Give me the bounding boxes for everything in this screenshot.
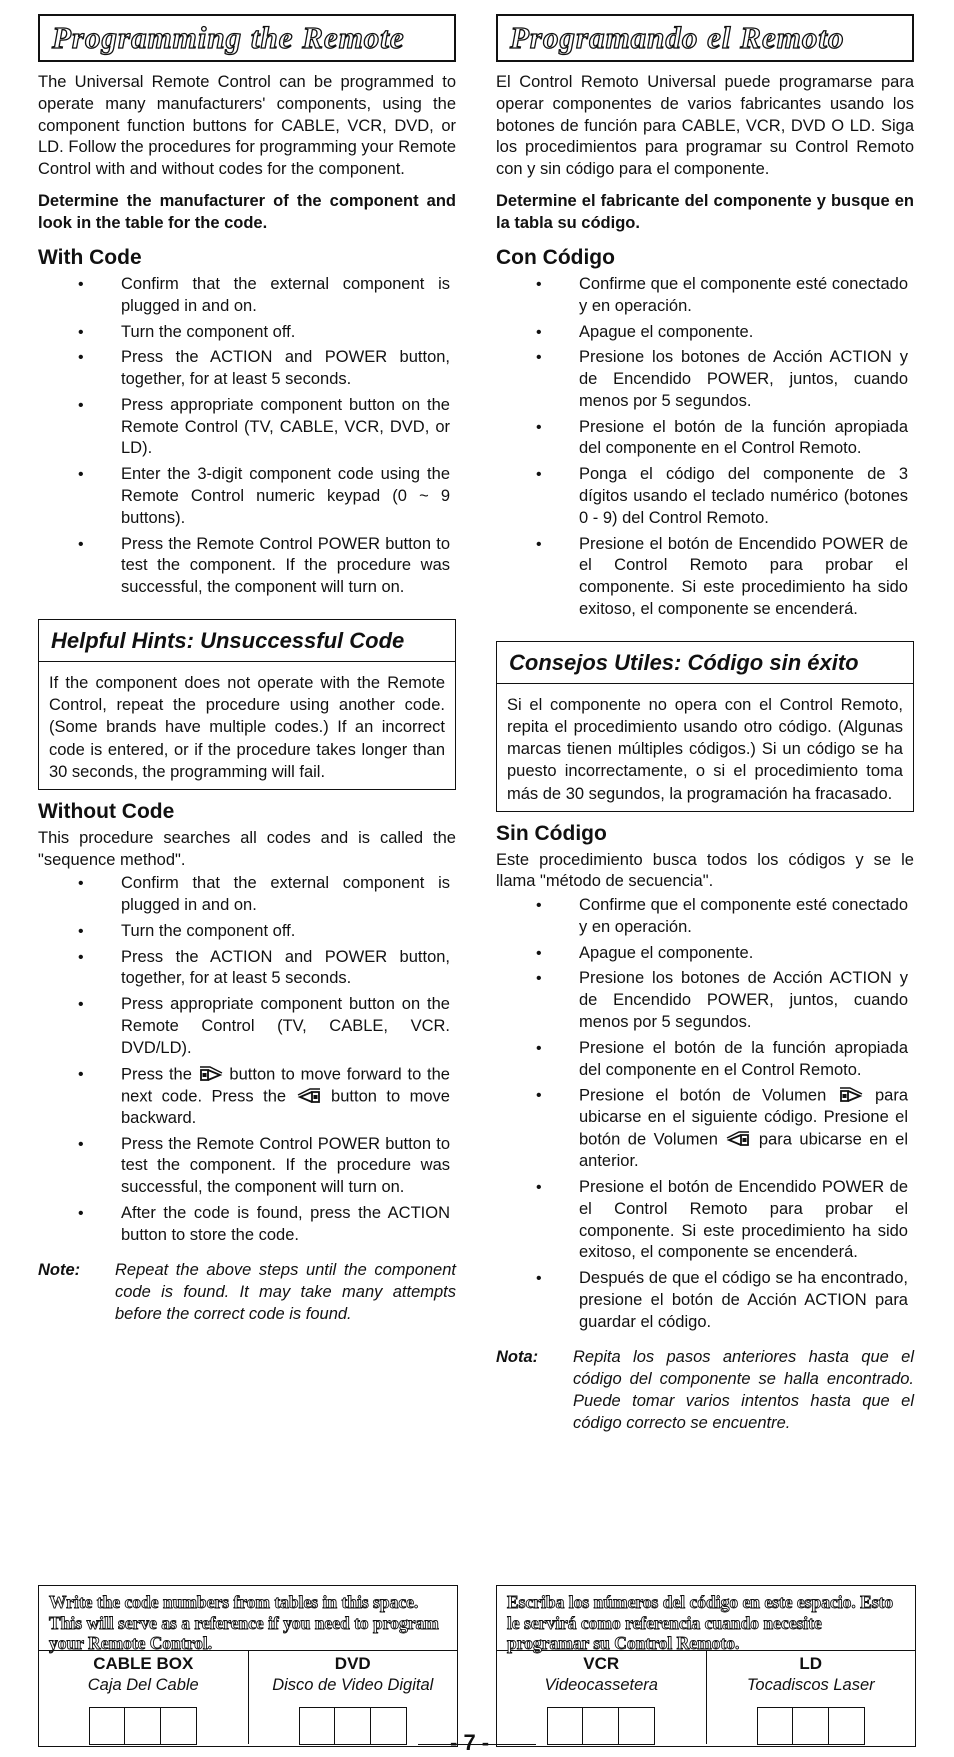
step-item: • Press the Remote Control POWER button to test the component. If the procedure was successful, the component will turn on. <box>38 1134 456 1199</box>
step-item <box>496 1085 914 1173</box>
code-cell-ld <box>706 1651 916 1744</box>
step-text: para ubicarse en el anterior. <box>579 1130 908 1171</box>
code-entry-box <box>496 1585 916 1747</box>
step-item: • Confirme que el componente esté conectado y en operación. <box>496 895 914 939</box>
step-item: • Confirm that the external component is plugged in and on. <box>38 873 456 917</box>
step-text: para ubicarse en el siguiente código. Presione el botón de Volumen <box>579 1086 908 1149</box>
english-column <box>38 14 456 1326</box>
intro-paragraph: El Control Remoto Universal puede programarse para operar componentes de varios fabricantes usando los botones de función para CABLE, VCR, DVD O LD. Siga los procedimientos para programar su Control Remoto con y sin código para el componente. <box>496 73 914 179</box>
volume-up-icon <box>198 1064 224 1086</box>
step-item: • Apague el componente. <box>496 322 914 344</box>
note-label: Note: <box>38 1261 81 1280</box>
without-intro: This procedure searches all codes and is called the "sequence method". <box>38 828 456 869</box>
note-text: Repita los pasos anteriores hasta que el código del componente se halla encontrado. Puede tomar varios intentos hasta que el código correcto se encuentre. <box>573 1348 914 1432</box>
with-code-steps <box>38 274 456 599</box>
section-title-box <box>38 14 456 62</box>
code-cell-subtitle: Videocassetera <box>544 1676 658 1695</box>
step-item: • Press the Remote Control POWER button to test the component. If the procedure was successful, the component will turn on. <box>38 534 456 599</box>
step-text: button to move forward to the next code. Press the <box>121 1064 450 1106</box>
hint-body: If the component does not operate with the Remote Control, repeat the procedure using another code. (Some brands have multiple codes.) If an incorrect code is entered, or if the procedure takes longer than 30 seconds, the programming will fail. <box>49 673 445 781</box>
code-cell-name: CABLE BOX <box>93 1654 194 1673</box>
code-cell-subtitle: Disco de Video Digital <box>272 1676 434 1695</box>
with-code-heading: Con Código <box>496 246 615 270</box>
spanish-column <box>496 14 914 1435</box>
code-digit-boxes[interactable] <box>547 1707 655 1745</box>
step-item: • Presione los botones de Acción ACTION y de Encendido POWER, juntos, cuando menos por 5 segundos. <box>496 968 914 1033</box>
code-digit-boxes[interactable] <box>89 1707 197 1745</box>
note-text: Repeat the above steps until the component code is found. It may take many attempts before the correct code is found. <box>115 1261 456 1323</box>
page-number: - 7 - <box>450 1730 490 1755</box>
step-item: • Turn the component off. <box>38 322 456 344</box>
step-item: • Confirm that the external component is plugged in and on. <box>38 274 456 318</box>
code-cell-name: LD <box>799 1654 823 1673</box>
step-item <box>38 1064 456 1130</box>
code-entry-box <box>38 1585 458 1747</box>
code-cell-cable-box <box>39 1651 248 1744</box>
code-cell-subtitle: Tocadiscos Laser <box>746 1676 875 1695</box>
section-title: Programando el Remoto <box>510 19 845 55</box>
without-code-steps <box>496 895 914 1333</box>
without-intro: Este procedimiento busca todos los códigos y se le llama "método de secuencia". <box>496 850 914 891</box>
step-item: • After the code is found, press the ACTION button to store the code. <box>38 1203 456 1247</box>
step-text: Presione el botón de Volumen <box>579 1086 838 1105</box>
step-item: • Press the ACTION and POWER button, together, for at least 5 seconds. <box>38 947 456 991</box>
intro-paragraph: The Universal Remote Control can be programmed to operate many manufacturers' components, using the component function buttons for CABLE, VCR, DVD, or LD. Follow the procedures for programming your Remote Control with and without codes for the component. <box>38 73 456 179</box>
step-item: • Press appropriate component button on the Remote Control (TV, CABLE, VCR. DVD/LD). <box>38 994 456 1059</box>
step-item: • Presione el botón de la función apropiada del componente en el Control Remoto. <box>496 417 914 461</box>
code-digit-boxes[interactable] <box>299 1707 407 1745</box>
with-code-heading: With Code <box>38 246 142 270</box>
code-cell-name: DVD <box>334 1654 371 1673</box>
without-code-heading: Sin Código <box>496 821 607 845</box>
step-item: • Después de que el código se ha encontrado, presione el botón de Acción ACTION para guardar el código. <box>496 1268 914 1333</box>
with-code-steps <box>496 274 914 620</box>
step-item: • Confirme que el componente esté conectado y en operación. <box>496 274 914 318</box>
step-item: • Presione los botones de Acción ACTION y de Encendido POWER, juntos, cuando menos por 5 segundos. <box>496 347 914 412</box>
volume-down-icon <box>725 1129 751 1151</box>
without-code-heading: Without Code <box>38 800 175 824</box>
note-label: Nota: <box>496 1348 539 1367</box>
hint-body: Si el componente no opera con el Control Remoto, repita el procedimiento usando otro código. (Algunas marcas tienen múltiples códigos.) Si un código se ha puesto incorrectamente, o si el procedimiento toma más de 30 segundos, la programación ha fracasado. <box>507 695 903 803</box>
code-cell-dvd <box>248 1651 458 1744</box>
code-cell-subtitle: Caja Del Cable <box>87 1676 199 1695</box>
determine-paragraph: Determine el fabricante del componente y busque en la tabla su código. <box>496 191 914 232</box>
step-text: Press the <box>121 1064 198 1083</box>
helpful-hints-box <box>496 641 914 812</box>
step-item: • Press the ACTION and POWER button, together, for at least 5 seconds. <box>38 347 456 391</box>
note <box>38 1260 456 1325</box>
code-box-message: Write the code numbers from tables in this space. This will serve as a reference if you need to program your Remote Control. <box>39 1586 457 1651</box>
step-text: button to move backward. <box>121 1087 450 1127</box>
helpful-hints-box <box>38 619 456 790</box>
hint-title: Consejos Utiles: Código sin éxito <box>497 642 913 684</box>
step-item: • Presione el botón de Encendido POWER de el Control Remoto para probar el componente. Si este procedimiento ha sido exitoso, el componente se encenderá. <box>496 534 914 621</box>
section-title-box <box>496 14 914 62</box>
step-item: • Presione el botón de la función apropiada del componente en el Control Remoto. <box>496 1038 914 1082</box>
volume-down-icon <box>296 1086 322 1108</box>
without-code-steps <box>38 873 456 1246</box>
code-box-message: Escriba los números del código en este espacio. Esto le servirá como referencia cuando necesite programar su Control Remoto. <box>497 1586 915 1651</box>
step-item: • Turn the component off. <box>38 921 456 943</box>
section-title: Programming the Remote <box>52 19 405 55</box>
volume-up-icon <box>838 1085 864 1107</box>
hint-title: Helpful Hints: Unsuccessful Code <box>39 620 455 662</box>
step-item: • Enter the 3-digit component code using the Remote Control numeric keypad (0 ~ 9 buttons). <box>38 464 456 529</box>
step-item: • Apague el componente. <box>496 943 914 965</box>
step-item: • Ponga el código del componente de 3 dígitos usando el teclado numérico (botones 0 - 9) del Control Remoto. <box>496 464 914 529</box>
note <box>496 1347 914 1434</box>
code-cell-vcr <box>497 1651 706 1744</box>
determine-paragraph: Determine the manufacturer of the component and look in the table for the code. <box>38 191 456 232</box>
code-cell-name: VCR <box>583 1654 620 1673</box>
step-item: • Press appropriate component button on the Remote Control (TV, CABLE, VCR, DVD, or LD). <box>38 395 456 460</box>
step-item: • Presione el botón de Encendido POWER de el Control Remoto para probar el componente. Si este procedimiento ha sido exitoso, el componente se encenderá. <box>496 1177 914 1264</box>
code-digit-boxes[interactable] <box>757 1707 865 1745</box>
